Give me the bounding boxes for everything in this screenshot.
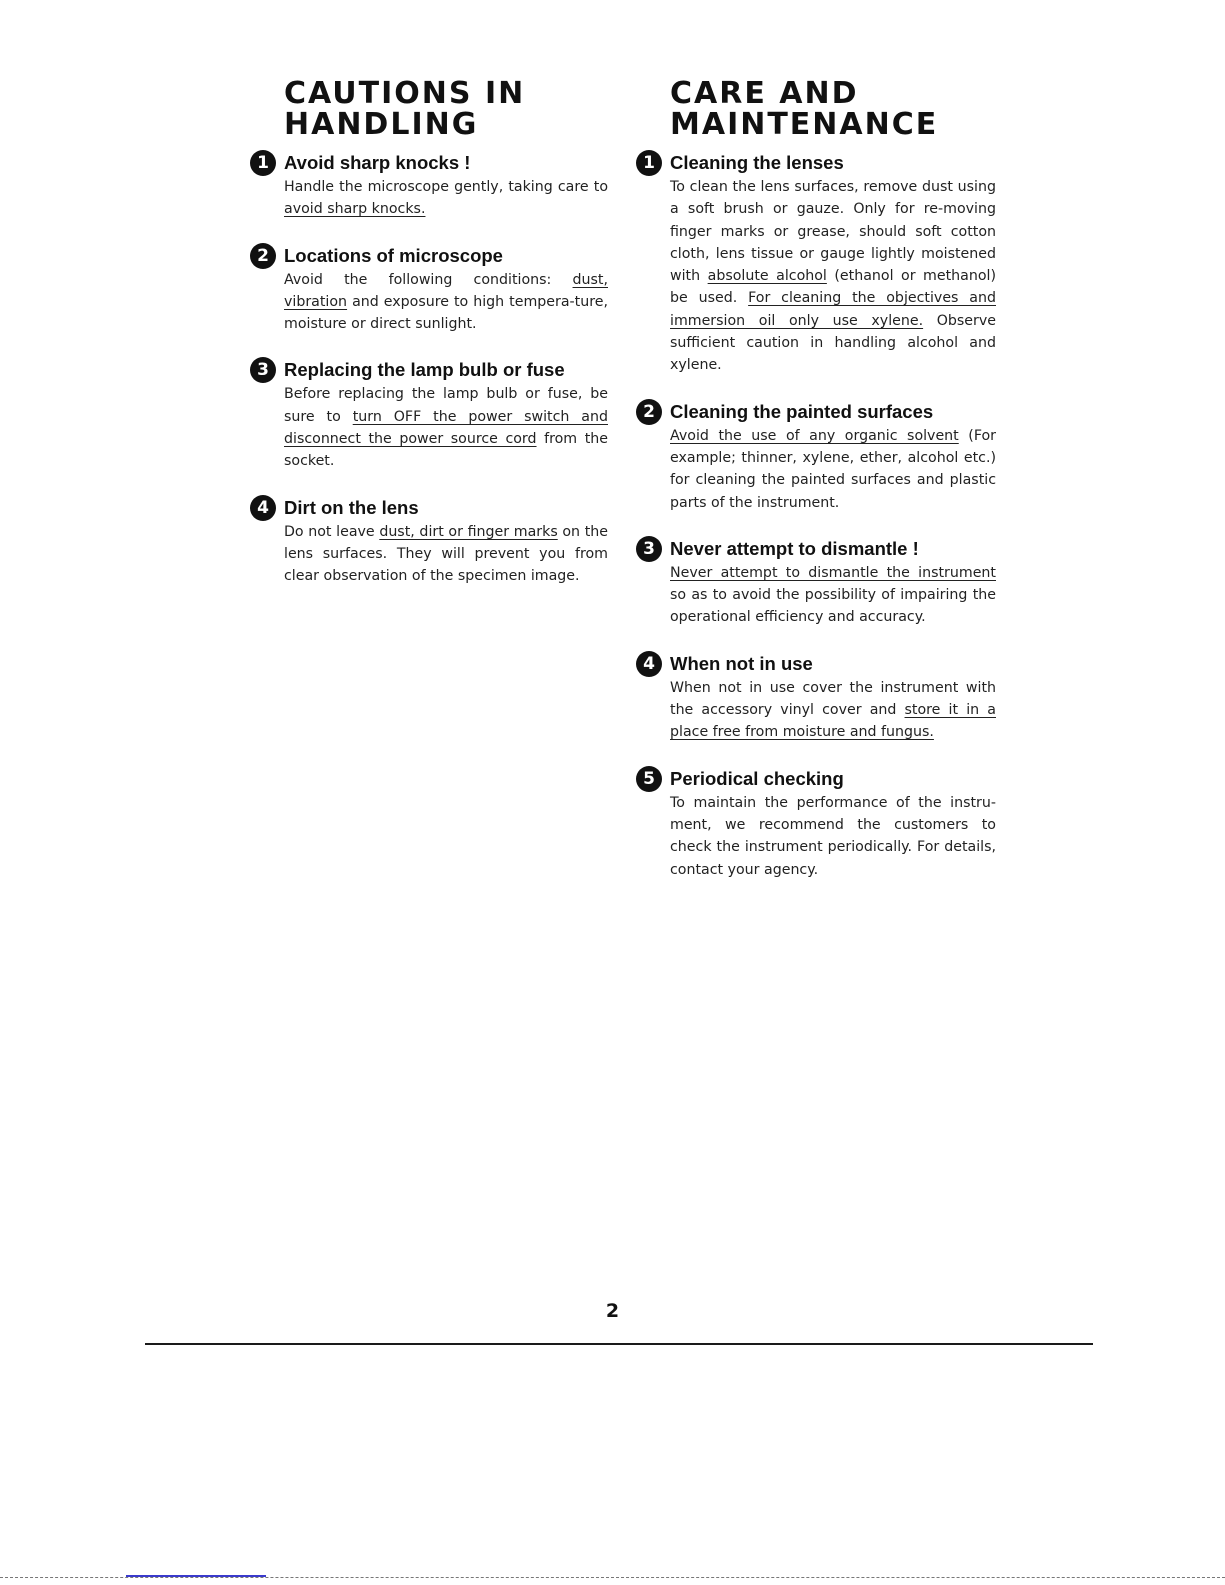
body-text: Observe sufficient caution in handling alcohol and xylene.	[670, 312, 996, 374]
cautions-column	[250, 78, 608, 610]
body-text: When not in use cover the instrument with the accessory vinyl cover and	[670, 679, 996, 719]
underlined-text: dust,	[572, 271, 608, 288]
body-text: To clean the lens surfaces, remove dust using a soft brush or gauze. Only for re-moving finger marks or grease, should soft cotton cloth, lens tissue or gauge lightly moistened with	[670, 179, 996, 285]
body-text: (For example; thinner, xylene, ether, alcohol etc.) for cleaning the painted surfaces and plastic parts of the instrument.	[670, 427, 997, 511]
body-text: and exposure to high tempera-ture, moisture or direct sunlight.	[284, 293, 608, 333]
care-title-line2: MAINTENANCE	[670, 107, 939, 142]
underlined-text: Avoid the use of any organic solvent	[670, 427, 959, 444]
underlined-text: absolute alcohol	[707, 268, 827, 285]
circled-number-icon: 2	[636, 399, 662, 425]
circled-number-icon: 3	[250, 357, 276, 383]
item-body	[284, 176, 608, 221]
circled-number-icon: 4	[636, 651, 662, 677]
item-body	[670, 425, 996, 514]
cautions-title	[284, 78, 608, 140]
item-title: Replacing the lamp bulb or fuse	[284, 359, 565, 381]
item-title: Cleaning the painted surfaces	[670, 400, 934, 422]
circled-number-icon: 2	[250, 243, 276, 269]
body-text: Do not leave	[284, 523, 380, 540]
item-title: Never attempt to dismantle !	[670, 537, 919, 559]
body-text: from the socket.	[284, 431, 608, 470]
underlined-text: vibration	[284, 293, 348, 310]
numbered-item	[250, 495, 608, 588]
item-title: Avoid sharp knocks !	[284, 152, 471, 173]
underlined-text: dust, dirt or finger marks	[379, 523, 558, 540]
cautions-list	[250, 150, 608, 588]
item-title: When not in use	[670, 652, 813, 674]
circled-number-icon: 3	[636, 536, 662, 562]
care-column	[636, 78, 996, 903]
page-number: 2	[605, 1300, 620, 1322]
numbered-item	[250, 243, 608, 336]
item-body	[670, 677, 996, 744]
body-text: Avoid the following conditions:	[284, 271, 573, 288]
item-body	[670, 792, 996, 881]
circled-number-icon: 1	[636, 150, 662, 176]
body-text: so as to avoid the possibility of impairing the operational efficiency and accuracy.	[670, 587, 996, 626]
cautions-title-line1: CAUTIONS IN	[284, 76, 526, 111]
numbered-item	[636, 536, 996, 629]
item-body	[670, 562, 996, 629]
item-title: Locations of microscope	[284, 244, 503, 266]
numbered-item	[250, 357, 608, 472]
underlined-text: turn OFF the power switch and disconnect the power source cord	[284, 408, 608, 448]
item-title: Cleaning the lenses	[670, 152, 844, 173]
underlined-text: avoid sharp knocks.	[284, 201, 426, 218]
numbered-item	[250, 150, 608, 221]
item-body	[284, 269, 608, 336]
scan-edge-mark	[126, 1575, 266, 1577]
item-title: Dirt on the lens	[284, 496, 419, 518]
body-text: To maintain the performance of the instru-ment, we recommend the customers to check the instrument periodically. For details, contact your agency.	[670, 794, 996, 878]
cautions-title-line2: HANDLING	[284, 107, 479, 142]
circled-number-icon: 4	[250, 495, 276, 521]
circled-number-icon: 1	[250, 150, 276, 176]
circled-number-icon: 5	[636, 766, 662, 792]
underlined-text: Never attempt to dismantle the instrument	[670, 564, 996, 581]
numbered-item	[636, 766, 996, 881]
body-text: on the lens surfaces. They will prevent you from clear observation of the specimen image.	[284, 523, 608, 585]
item-body	[284, 383, 608, 472]
item-body	[670, 176, 996, 377]
underlined-text: store it in a place free from moisture and fungus.	[670, 702, 996, 741]
footer-rule	[145, 1343, 1093, 1345]
numbered-item	[636, 651, 996, 744]
numbered-item	[636, 399, 996, 514]
item-body	[284, 521, 608, 588]
body-text: (ethanol or methanol) be used.	[670, 268, 996, 307]
care-list	[636, 150, 996, 881]
numbered-item	[636, 150, 996, 377]
body-text: Before replacing the lamp bulb or fuse, be sure to	[284, 386, 608, 425]
body-text: Handle the microscope gently, taking care to	[284, 179, 608, 195]
scan-edge-line	[0, 1577, 1225, 1578]
care-title-line1: CARE AND	[670, 76, 859, 111]
underlined-text: For cleaning the objectives and immersion oil only use xylene.	[670, 290, 996, 329]
care-title	[670, 78, 996, 140]
item-title: Periodical checking	[670, 767, 844, 789]
